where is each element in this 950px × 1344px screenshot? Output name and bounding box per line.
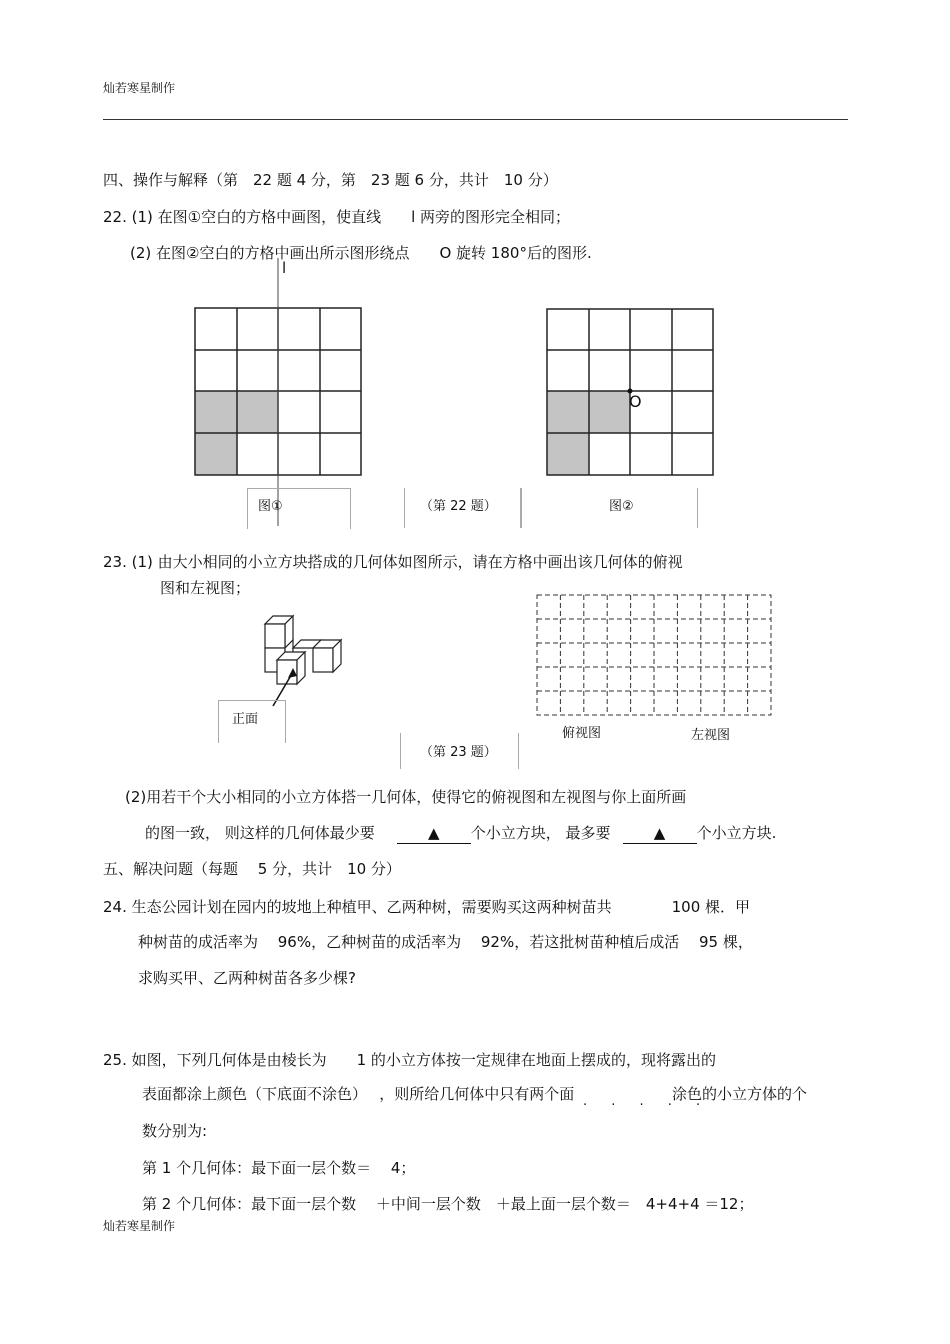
- q24-line3: 求购买甲、乙两种树苗各多少棵?: [138, 969, 356, 987]
- q23-cube-solid: [255, 620, 355, 710]
- q24-line1: 24. 生态公园计划在园内的坡地上种植甲、乙两种树，需要购买这两种树苗共 100 棵．甲: [103, 898, 751, 916]
- shaded-cell: [195, 433, 237, 475]
- top-view-label: 俯视图: [562, 726, 602, 741]
- section-5-title: 五、解决问题（每题 5 分，共计 10 分）: [103, 860, 401, 878]
- page-header: 灿若寒星制作: [103, 81, 176, 95]
- q22-part2: (2) 在图②空白的方格中画出所示图形绕点 O 旋转 180°后的图形.: [130, 244, 592, 262]
- q22-caption: （第 22 题）: [420, 499, 497, 514]
- q23-part2-text-b: 个小立方块， 最多要: [470, 824, 611, 842]
- front-label: 正面: [232, 712, 259, 727]
- q25-line4: 第 1 个几何体：最下面一层个数＝ 4；: [142, 1159, 416, 1177]
- q23-part1-line2: 图和左视图；: [160, 579, 251, 597]
- q23-part2-text-a: 的图一致， 则这样的几何体最少要: [145, 824, 375, 842]
- header-divider: [103, 119, 848, 120]
- q25-line3: 数分别为:: [142, 1122, 208, 1140]
- fig1-caption: 图①: [258, 499, 283, 514]
- fig2-caption: 图②: [609, 499, 634, 514]
- answer-blank-min[interactable]: ▲: [397, 823, 471, 844]
- shaded-cell: [547, 391, 589, 433]
- q25-line5: 第 2 个几何体：最下面一层个数 ＋中间一层个数 ＋最上面一层个数＝ 4+4+4 ＝12；: [142, 1195, 754, 1213]
- point-o-label: O: [629, 392, 642, 411]
- shaded-cell: [547, 433, 589, 475]
- q23-caption: （第 23 题）: [420, 745, 497, 760]
- emphasis-dots: . . . . .: [583, 1094, 711, 1109]
- shaded-cell: [589, 391, 630, 433]
- q24-line2: 种树苗的成活率为 96%，乙种树苗的成活率为 92%，若这批树苗种植后成活 95 棵，: [138, 933, 753, 951]
- q22-part1: 22. (1) 在图①空白的方格中画图，使直线 l 两旁的图形完全相同；: [103, 208, 571, 226]
- page-footer: 灿若寒星制作: [103, 1219, 176, 1233]
- q23-part2-line2: [145, 823, 776, 844]
- answer-blank-max[interactable]: ▲: [623, 823, 697, 844]
- q23-part2-line1: (2)用若干个大小相同的小立方体搭一几何体，使得它的俯视图和左视图与你上面所画: [125, 788, 687, 806]
- q25-line2a: 表面都涂上颜色（下底面不涂色） ，则所给几何体中只有两个面: [142, 1085, 575, 1103]
- q25-line2b: 涂色的小立方体的个: [672, 1085, 808, 1103]
- q25-line1: 25. 如图，下列几何体是由棱长为 1 的小立方体按一定规律在地面上摆成的，现将露出的: [103, 1051, 716, 1069]
- q23-part2-text-c: 个小立方块.: [696, 824, 777, 842]
- shaded-cell: [195, 391, 237, 433]
- section-4-title: 四、操作与解释（第 22 题 4 分，第 23 题 6 分，共计 10 分）: [103, 171, 558, 189]
- line-l-label: l: [282, 259, 287, 277]
- shaded-cell: [237, 391, 278, 433]
- left-view-label: 左视图: [691, 728, 731, 743]
- q23-part1-line1: 23. (1) 由大小相同的小立方块搭成的几何体如图所示，请在方格中画出该几何体的俯视: [103, 553, 683, 571]
- q23-dashed-grid: [535, 593, 775, 719]
